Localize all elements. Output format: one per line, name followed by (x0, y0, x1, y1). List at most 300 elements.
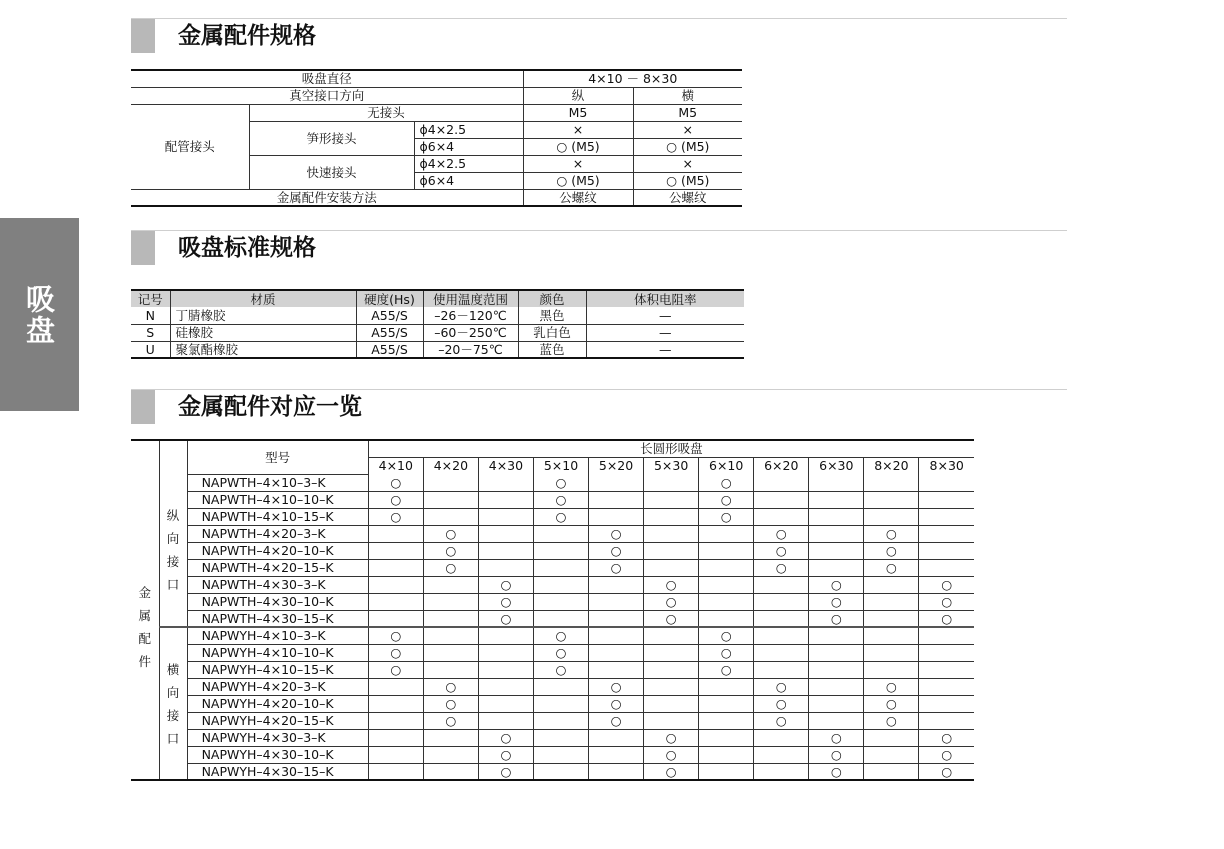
material-cell: — (586, 324, 744, 341)
compat-cell: ○ (754, 542, 809, 559)
compat-cell (589, 508, 644, 525)
material-cell: — (586, 307, 744, 324)
model-number: NAPWYH–4×30–10–K (187, 746, 368, 763)
compat-cell (533, 729, 588, 746)
compat-cell (589, 729, 644, 746)
compat-cell (478, 712, 533, 729)
oblong-pad-header: 长圆形吸盘 (368, 440, 974, 457)
horizontal-port-group-label-char: 横 (166, 661, 180, 677)
compat-cell: ○ (368, 508, 423, 525)
compat-cell (644, 491, 699, 508)
fitting-row (131, 491, 974, 508)
compat-cell (809, 695, 864, 712)
compat-cell: ○ (368, 474, 423, 491)
cross-mark: × (523, 121, 633, 138)
pad-material-table (131, 289, 744, 359)
fitting-row (131, 695, 974, 712)
compat-cell (644, 542, 699, 559)
model-number: NAPWYH–4×10–10–K (187, 644, 368, 661)
model-number: NAPWYH–4×20–3–K (187, 678, 368, 695)
compat-cell (919, 559, 974, 576)
compat-cell: ○ (754, 678, 809, 695)
compat-cell: ○ (478, 729, 533, 746)
compat-cell (423, 610, 478, 627)
compat-cell: ○ (368, 491, 423, 508)
compat-cell (589, 610, 644, 627)
compat-cell: ○ (699, 474, 754, 491)
compat-cell: ○ (919, 593, 974, 610)
install-method-label: 金属配件安装方法 (131, 189, 523, 206)
compat-cell: ○ (919, 746, 974, 763)
material-cell: U (131, 341, 170, 358)
compat-cell: ○ (478, 746, 533, 763)
cross-mark: × (633, 155, 742, 172)
compat-cell (809, 508, 864, 525)
compat-cell (533, 746, 588, 763)
compat-cell (919, 627, 974, 644)
compat-cell: ○ (754, 559, 809, 576)
compat-cell (423, 661, 478, 678)
model-number: NAPWYH–4×30–15–K (187, 763, 368, 780)
material-cell: 聚氯酯橡胶 (170, 341, 356, 358)
material-row (131, 341, 744, 358)
direction-horizontal: 横 (633, 87, 742, 104)
compat-cell: ○ (809, 746, 864, 763)
compat-cell: ○ (754, 525, 809, 542)
pad-size-header: 8×30 (929, 458, 964, 474)
material-cell: –26－120℃ (423, 307, 518, 324)
vertical-port-group-label (159, 474, 187, 627)
compat-cell (864, 746, 919, 763)
compat-cell (533, 525, 588, 542)
compat-cell (809, 559, 864, 576)
compat-cell (699, 712, 754, 729)
compat-cell (699, 525, 754, 542)
compat-cell (754, 508, 809, 525)
compat-cell (809, 712, 864, 729)
quick-joint-label: 快速接头 (249, 155, 414, 189)
material-cell: A55/S (356, 307, 423, 324)
material-cell: 乳白色 (518, 324, 586, 341)
pad-size-header: 8×20 (864, 457, 919, 474)
fitting-compatibility-table (131, 439, 974, 781)
compat-cell (478, 525, 533, 542)
compat-cell (644, 661, 699, 678)
material-row (131, 324, 744, 341)
material-cell: 蓝色 (518, 341, 586, 358)
pad-size-header: 6×10 (699, 457, 754, 474)
compat-cell (919, 661, 974, 678)
compat-cell (644, 559, 699, 576)
compat-cell: ○ (368, 661, 423, 678)
compat-cell (478, 474, 533, 491)
compat-cell (478, 678, 533, 695)
compat-cell (754, 474, 809, 491)
compat-cell (919, 525, 974, 542)
compat-cell (478, 661, 533, 678)
fitting-row (131, 559, 974, 576)
material-header-cell: 材质 (170, 290, 356, 307)
compat-cell (864, 491, 919, 508)
compat-cell (864, 508, 919, 525)
compat-cell (864, 576, 919, 593)
compat-cell (644, 644, 699, 661)
compat-cell (589, 627, 644, 644)
compat-cell: ○ (644, 610, 699, 627)
compat-cell: ○ (864, 712, 919, 729)
fitting-row (131, 474, 974, 491)
compat-cell (478, 542, 533, 559)
compat-cell: ○ (809, 610, 864, 627)
material-header-cell: 颜色 (518, 290, 586, 307)
material-cell: –20－75℃ (423, 341, 518, 358)
cross-mark: × (633, 121, 742, 138)
fitting-row (131, 746, 974, 763)
compat-cell (919, 542, 974, 559)
fitting-row (131, 508, 974, 525)
compat-cell (699, 559, 754, 576)
compat-cell (423, 576, 478, 593)
compat-cell: ○ (644, 593, 699, 610)
compat-cell (644, 627, 699, 644)
pad-diameter-label: 吸盘直径 (131, 70, 523, 87)
compat-cell (589, 746, 644, 763)
compat-cell (864, 627, 919, 644)
compat-cell (919, 712, 974, 729)
compat-cell: ○ (533, 474, 588, 491)
compat-cell (589, 491, 644, 508)
metal-fitting-group-label-char: 属 (138, 607, 152, 623)
compat-cell (368, 729, 423, 746)
compat-cell (699, 576, 754, 593)
circle-m5-mark: ○ (M5) (523, 172, 633, 189)
compat-cell: ○ (589, 559, 644, 576)
material-header-cell: 使用温度范围 (423, 290, 518, 307)
compat-cell: ○ (644, 746, 699, 763)
compat-cell (423, 729, 478, 746)
compat-cell: ○ (478, 593, 533, 610)
compat-cell (644, 474, 699, 491)
fitting-row (131, 661, 974, 678)
model-number: NAPWTH–4×20–15–K (187, 559, 368, 576)
model-header: 型号 (187, 440, 368, 474)
compat-cell (754, 610, 809, 627)
compat-cell: ○ (919, 610, 974, 627)
compat-cell (919, 695, 974, 712)
compat-cell (644, 712, 699, 729)
compat-cell (368, 695, 423, 712)
fitting-row (131, 678, 974, 695)
material-cell: 丁腈橡胶 (170, 307, 356, 324)
compat-cell (754, 644, 809, 661)
compat-cell: ○ (864, 678, 919, 695)
model-number: NAPWTH–4×30–15–K (187, 610, 368, 627)
compat-cell (478, 695, 533, 712)
compat-cell (533, 542, 588, 559)
pad-size-header: 5×10 (533, 457, 588, 474)
compat-cell (809, 644, 864, 661)
compat-cell: ○ (589, 542, 644, 559)
compat-cell (809, 491, 864, 508)
horizontal-port-group-label (159, 627, 187, 780)
compat-cell (368, 712, 423, 729)
compat-cell (423, 508, 478, 525)
fitting-row (131, 525, 974, 542)
compat-cell: ○ (589, 678, 644, 695)
compat-cell: ○ (423, 559, 478, 576)
compat-cell: ○ (699, 661, 754, 678)
compat-cell: ○ (589, 525, 644, 542)
compat-cell: ○ (368, 627, 423, 644)
compat-cell: ○ (478, 610, 533, 627)
vertical-port-group-label-char: 向 (166, 531, 180, 546)
compat-cell (589, 763, 644, 780)
section-marker (131, 390, 155, 424)
compat-cell (864, 644, 919, 661)
compat-cell (809, 661, 864, 678)
compat-cell (919, 508, 974, 525)
compat-cell: ○ (533, 627, 588, 644)
compat-cell (368, 678, 423, 695)
pad-size-header: 5×20 (589, 457, 644, 474)
model-number: NAPWYH–4×10–15–K (187, 661, 368, 678)
material-header-cell: 体积电阻率 (586, 290, 744, 307)
cross-mark: × (523, 155, 633, 172)
compat-cell (533, 695, 588, 712)
compat-cell (754, 593, 809, 610)
compat-cell (533, 559, 588, 576)
compat-cell: ○ (644, 729, 699, 746)
compat-cell: ○ (644, 763, 699, 780)
compat-cell (533, 576, 588, 593)
material-cell: A55/S (356, 324, 423, 341)
compat-cell: ○ (589, 712, 644, 729)
compat-cell (919, 491, 974, 508)
compat-cell (699, 695, 754, 712)
fitting-row (131, 610, 974, 627)
fitting-row (131, 542, 974, 559)
compat-cell (754, 661, 809, 678)
compat-cell (368, 525, 423, 542)
compat-cell (699, 729, 754, 746)
compat-cell (809, 627, 864, 644)
material-cell: — (659, 341, 672, 357)
compat-cell (864, 474, 919, 491)
compat-cell: ○ (699, 644, 754, 661)
compat-cell (533, 763, 588, 780)
model-number: NAPWYH–4×20–10–K (187, 695, 368, 712)
compat-cell: ○ (368, 644, 423, 661)
compat-cell (699, 610, 754, 627)
compat-cell (478, 508, 533, 525)
model-number: NAPWTH–4×10–15–K (187, 508, 368, 525)
fitting-row (131, 729, 974, 746)
size-label: ϕ6×4 (414, 138, 523, 155)
pad-size-header: 6×30 (809, 457, 864, 474)
compat-cell (423, 746, 478, 763)
model-number: NAPWYH–4×30–3–K (187, 729, 368, 746)
side-tab-label: 吸盘 (22, 283, 56, 346)
compat-cell (864, 593, 919, 610)
pad-size-header: 6×20 (754, 457, 809, 474)
pipe-joint-label: 配管接头 (131, 104, 249, 189)
compat-cell (589, 661, 644, 678)
material-cell: S (131, 324, 170, 341)
model-number: NAPWTH–4×30–3–K (187, 576, 368, 593)
compat-cell (919, 474, 974, 491)
compat-cell: ○ (423, 695, 478, 712)
fitting-row (131, 627, 974, 644)
section-title-fitting-list: 金属配件对应一览 (178, 394, 362, 420)
compat-cell: ○ (533, 661, 588, 678)
material-cell: A55/S (356, 341, 423, 358)
compat-cell: ○ (423, 542, 478, 559)
compat-cell: ○ (809, 593, 864, 610)
horizontal-port-group-label-char: 接 (166, 707, 180, 723)
compat-cell: ○ (533, 491, 588, 508)
compat-cell (809, 678, 864, 695)
compat-cell: ○ (533, 644, 588, 661)
compat-cell (754, 746, 809, 763)
fitting-spec-table (131, 69, 742, 207)
fitting-row (131, 576, 974, 593)
compat-cell (864, 661, 919, 678)
fitting-row (131, 712, 974, 729)
circle-m5-mark: ○ (M5) (633, 138, 742, 155)
material-row (131, 307, 744, 324)
install-method-horizontal: 公螺纹 (668, 189, 707, 205)
metal-fitting-group-label (131, 474, 159, 780)
section-title-fitting-spec: 金属配件规格 (178, 23, 316, 49)
compat-cell (754, 627, 809, 644)
vertical-port-group-label-char: 口 (166, 577, 180, 592)
compat-cell (699, 542, 754, 559)
compat-cell (644, 508, 699, 525)
compat-cell (699, 746, 754, 763)
section-title-pad-standard-spec: 吸盘标准规格 (178, 235, 316, 261)
compat-cell (368, 559, 423, 576)
section-marker (131, 19, 155, 53)
compat-cell (533, 678, 588, 695)
material-cell: –60－250℃ (423, 324, 518, 341)
vacuum-direction-label: 真空接口方向 (131, 87, 523, 104)
compat-cell (754, 576, 809, 593)
side-category-tab (0, 218, 79, 411)
compat-cell (589, 593, 644, 610)
compat-cell: ○ (478, 763, 533, 780)
compat-cell (644, 678, 699, 695)
metal-fitting-group-label-char: 配 (138, 630, 152, 646)
compat-cell: ○ (864, 525, 919, 542)
compat-cell: ○ (754, 695, 809, 712)
model-number: NAPWTH–4×20–3–K (187, 525, 368, 542)
compat-cell: ○ (533, 508, 588, 525)
compat-cell (919, 678, 974, 695)
compat-cell (478, 491, 533, 508)
compat-cell: ○ (919, 729, 974, 746)
material-cell: 黑色 (518, 307, 586, 324)
compat-cell (423, 491, 478, 508)
model-number: NAPWTH–4×10–3–K (187, 474, 368, 491)
circle-m5-mark: ○ (M5) (633, 172, 742, 189)
pad-diameter-value: 4×10 － 8×30 (523, 70, 742, 87)
material-cell: N (131, 307, 170, 324)
compat-cell: ○ (809, 763, 864, 780)
material-cell: 硅橡胶 (170, 324, 356, 341)
install-method-vertical: 公螺纹 (523, 189, 633, 206)
material-header-cell: 硬度(Hs) (356, 290, 423, 307)
horizontal-port-group-label-char: 向 (166, 684, 180, 700)
compat-cell: ○ (864, 695, 919, 712)
model-number: NAPWYH–4×20–15–K (187, 712, 368, 729)
direction-vertical: 纵 (523, 87, 633, 104)
material-header-cell: 记号 (131, 290, 170, 307)
metal-fitting-group-label-char: 金 (138, 584, 152, 600)
compat-cell: ○ (941, 763, 953, 779)
fitting-row (131, 644, 974, 661)
compat-cell (478, 559, 533, 576)
model-number: NAPWTH–4×10–10–K (187, 491, 368, 508)
pad-size-header: 4×20 (423, 457, 478, 474)
compat-cell (864, 729, 919, 746)
vertical-port-group-label-char: 纵 (166, 508, 180, 523)
compat-cell (754, 729, 809, 746)
compat-cell (699, 593, 754, 610)
compat-cell: ○ (809, 576, 864, 593)
compat-cell (644, 525, 699, 542)
compat-cell (589, 644, 644, 661)
compat-cell (919, 644, 974, 661)
compat-cell: ○ (754, 712, 809, 729)
pad-size-header: 4×10 (368, 457, 423, 474)
section-marker (131, 231, 155, 265)
fitting-row (131, 593, 974, 610)
horizontal-port-group-label-char: 口 (166, 730, 180, 746)
compat-cell: ○ (864, 542, 919, 559)
fitting-row (131, 763, 974, 780)
compat-cell (423, 763, 478, 780)
compat-cell: ○ (589, 695, 644, 712)
compat-cell: ○ (699, 627, 754, 644)
compat-cell (423, 627, 478, 644)
compat-cell (589, 474, 644, 491)
compat-cell: ○ (423, 525, 478, 542)
no-joint-vertical: M5 (523, 104, 633, 121)
compat-cell (368, 542, 423, 559)
compat-cell (368, 593, 423, 610)
compat-cell (699, 763, 754, 780)
compat-cell (644, 695, 699, 712)
compat-cell (864, 610, 919, 627)
compat-cell (533, 593, 588, 610)
compat-cell: ○ (423, 712, 478, 729)
compat-cell (423, 474, 478, 491)
compat-cell: ○ (478, 576, 533, 593)
compat-cell (809, 542, 864, 559)
compat-cell (368, 576, 423, 593)
pad-size-header: 4×30 (478, 457, 533, 474)
size-label: ϕ4×2.5 (414, 121, 523, 138)
compat-cell: ○ (699, 491, 754, 508)
compat-cell: ○ (699, 508, 754, 525)
vertical-port-group-label-char: 接 (166, 554, 180, 569)
model-number: NAPWYH–4×10–3–K (187, 627, 368, 644)
size-label: ϕ6×4 (414, 172, 523, 189)
compat-cell (699, 678, 754, 695)
compat-cell (478, 644, 533, 661)
compat-cell: ○ (423, 678, 478, 695)
no-joint-horizontal: M5 (633, 104, 742, 121)
